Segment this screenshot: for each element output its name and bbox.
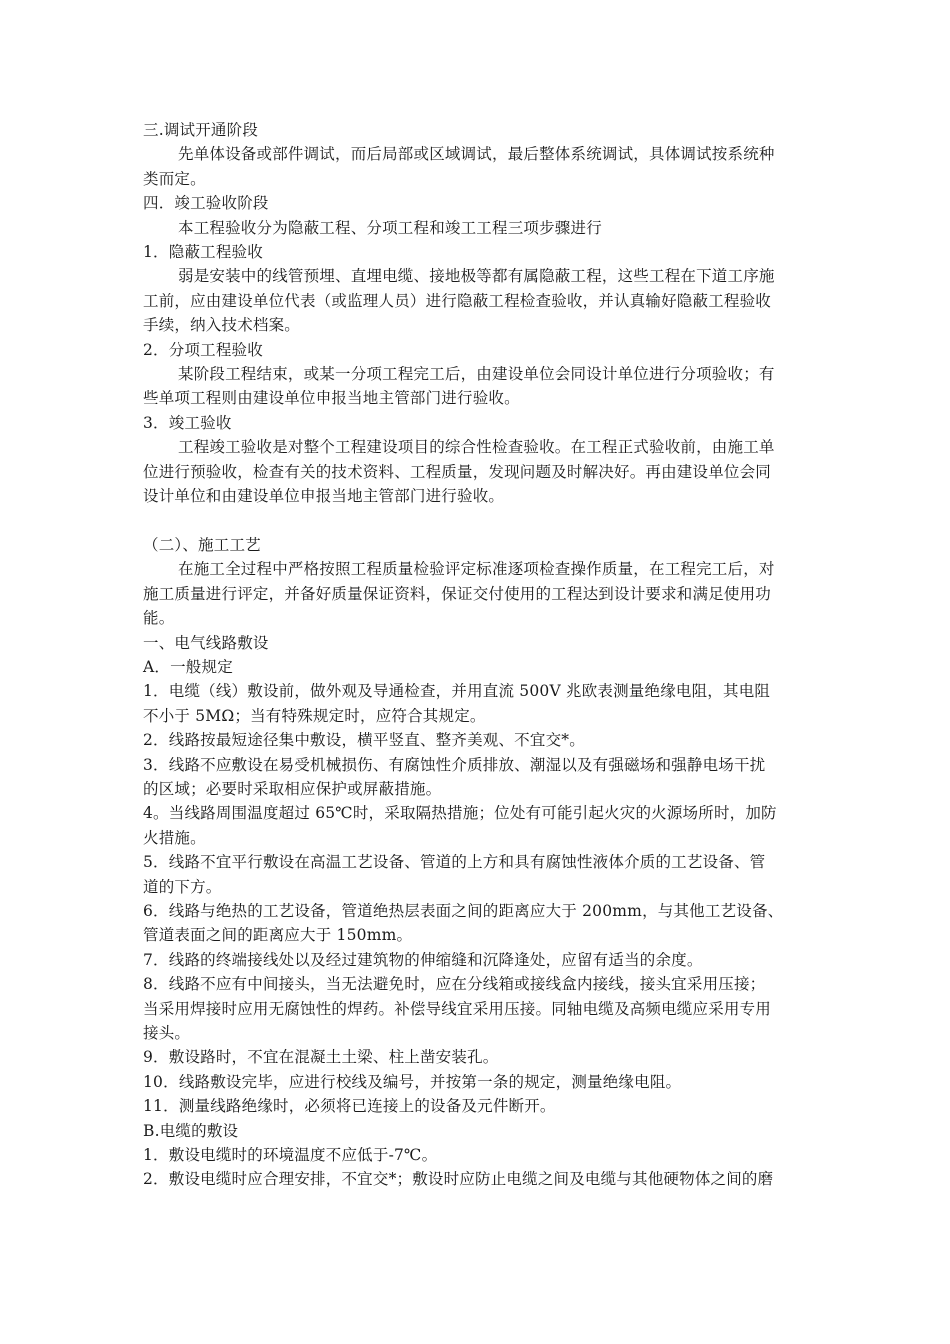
text-line: 火措施。 <box>143 828 206 847</box>
text-line: 9．敷设路时，不宜在混凝土土梁、柱上凿安装孔。 <box>143 1048 499 1067</box>
text-line: 道的下方。 <box>143 877 222 896</box>
text-line: 3．线路不应敷设在易受机械损伤、有腐蚀性介质排放、潮湿以及有强磁场和强静电场干扰 <box>143 755 766 774</box>
text-line: 不小于 5MΩ；当有特殊规定时，应符合其规定。 <box>143 706 486 725</box>
text-line: 6．线路与绝热的工艺设备，管道绝热层表面之间的距离应大于 200mm，与其他工艺设备、 <box>143 901 784 920</box>
text-line: 设计单位和由建设单位申报当地主管部门进行验收。 <box>143 487 505 506</box>
text-line: 施工质量进行评定，并备好质量保证资料，保证交付使用的工程达到设计要求和满足使用功 <box>143 584 772 603</box>
blank-line <box>143 509 811 533</box>
text-line: 4。当线路周围温度超过 65℃时，采取隔热措施；位处有可能引起火灾的火源场所时，加防 <box>143 804 777 823</box>
text-line: 能。 <box>143 609 175 628</box>
text-line: 管道表面之间的距离应大于 150mm。 <box>143 926 413 945</box>
text-line: 接头。 <box>143 1024 191 1043</box>
text-line: A．一般规定 <box>143 657 233 676</box>
text-line: 工程竣工验收是对整个工程建设项目的综合性检查验收。在工程正式验收前，由施工单 <box>178 438 775 457</box>
text-line: 2．敷设电缆时应合理安排，不宜交*；敷设时应防止电缆之间及电缆与其他硬物体之间的磨 <box>143 1170 774 1189</box>
text-line: 些单项工程则由建设单位申报当地主管部门进行验收。 <box>143 389 520 408</box>
text-line: 当采用焊接时应用无腐蚀性的焊药。补偿导线宜采用压接。同轴电缆及高频电缆应采用专用 <box>143 999 772 1018</box>
text-line: 2．分项工程验收 <box>143 340 263 359</box>
text-line: 一、电气线路敷设 <box>143 633 269 652</box>
text-line: 工前，应由建设单位代表（或监理人员）进行隐蔽工程检查验收，并认真输好隐蔽工程验收 <box>143 291 772 310</box>
text-line: 手续，纳入技术档案。 <box>143 316 301 335</box>
text-line: 2．线路按最短途径集中敷设，横平竖直、整齐美观、不宜交*。 <box>143 731 585 750</box>
text-line: 1．敷设电缆时的环境温度不应低于-7℃。 <box>143 1146 438 1165</box>
text-line: 先单体设备或部件调试，而后局部或区域调试，最后整体系统调试，具体调试按系统种 <box>178 145 775 164</box>
document-page <box>143 118 811 1192</box>
text-line: 的区域；必要时采取相应保护或屏蔽措施。 <box>143 779 442 798</box>
text-line: 1．隐蔽工程验收 <box>143 243 263 262</box>
text-line: 位进行预验收，检查有关的技术资料、工程质量，发现问题及时解决好。再由建设单位会同 <box>143 462 772 481</box>
text-line: 11．测量线路绝缘时，必须将已连接上的设备及元件断开。 <box>143 1097 556 1116</box>
text-line: 1．电缆（线）敷设前，做外观及导通检查，并用直流 500V 兆欧表测量绝缘电阻，其电阻 <box>143 682 771 701</box>
text-line: 四．竣工验收阶段 <box>143 194 269 213</box>
text-line: 在施工全过程中严格按照工程质量检验评定标准逐项检查操作质量，在工程完工后，对 <box>178 560 775 579</box>
text-line: 三.调试开通阶段 <box>143 121 259 139</box>
text-line: 某阶段工程结束，或某一分项工程完工后，由建设单位会同设计单位进行分项验收；有 <box>178 365 775 384</box>
document-body <box>143 118 811 1192</box>
text-line: 类而定。 <box>143 169 206 188</box>
text-line: 3．竣工验收 <box>143 413 232 432</box>
text-line: （二）、施工工艺 <box>143 535 261 554</box>
text-line: 7．线路的终端接线处以及经过建筑物的伸缩缝和沉降逢处，应留有适当的余度。 <box>143 950 703 969</box>
text-line: 5．线路不宜平行敷设在高温工艺设备、管道的上方和具有腐蚀性液体介质的工艺设备、管 <box>143 853 766 872</box>
text-line: 弱是安装中的线管预埋、直埋电缆、接地极等都有属隐蔽工程，这些工程在下道工序施 <box>178 267 775 286</box>
text-line: B.电缆的敷设 <box>143 1121 239 1140</box>
text-line: 8．线路不应有中间接头，当无法避免时，应在分线箱或接线盒内接线，接头宜采用压接； <box>143 975 766 994</box>
text-line: 10．线路敷设完毕，应进行校线及编号，并按第一条的规定，测量绝缘电阻。 <box>143 1072 682 1091</box>
text-line: 本工程验收分为隐蔽工程、分项工程和竣工工程三项步骤进行 <box>178 218 602 237</box>
